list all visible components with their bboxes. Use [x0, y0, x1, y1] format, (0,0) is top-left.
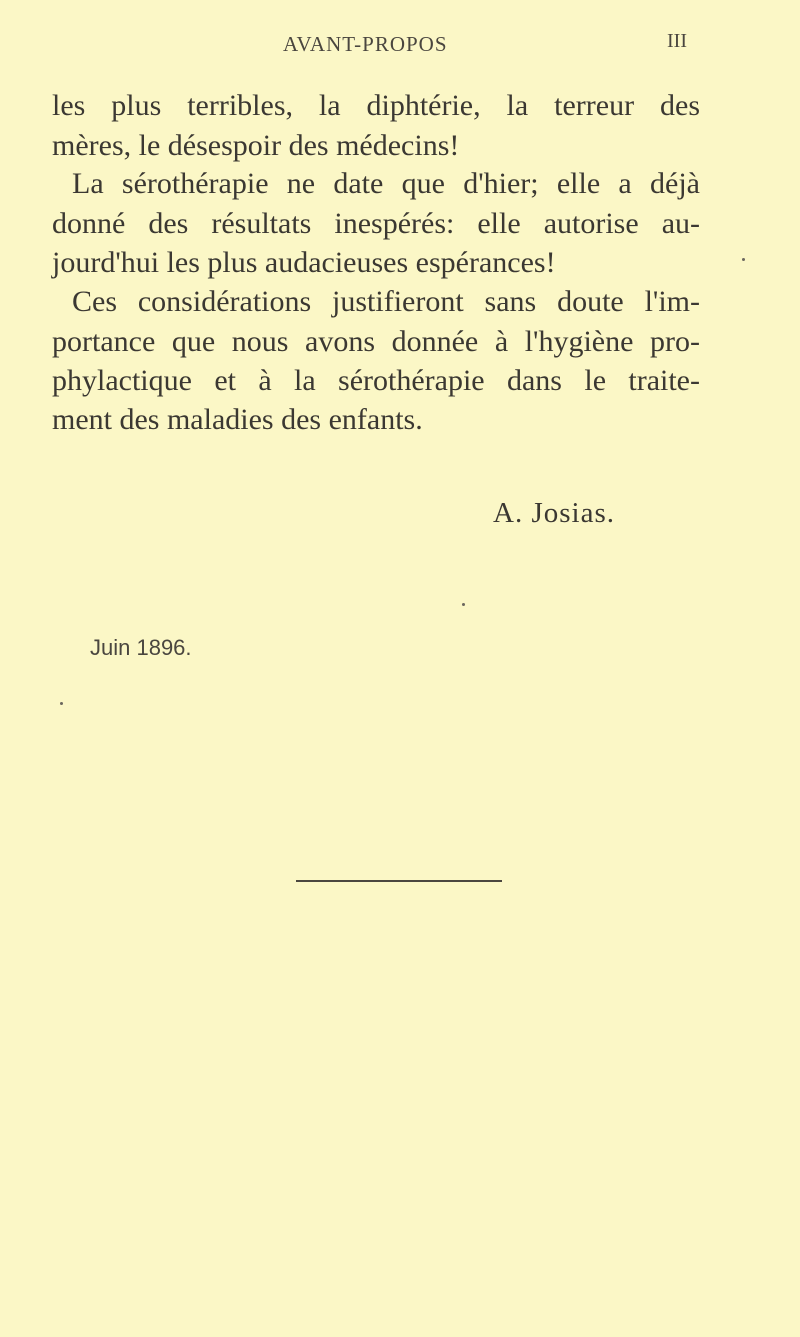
body-line: les plus terribles, la diphtérie, la terreur des [52, 89, 700, 122]
body-line: phylactique et à la sérothérapie dans le traite- [52, 364, 700, 397]
end-rule [296, 880, 502, 882]
page-number: III [667, 30, 687, 52]
print-speck [462, 603, 465, 606]
body-line: donné des résultats inespérés: elle autorise au- [52, 207, 700, 240]
body-line: portance que nous avons donnée à l'hygiène pro- [52, 325, 700, 358]
body-line: ment des maladies des enfants. [52, 403, 423, 436]
body-line: Ces considérations justifieront sans doute l'im- [72, 285, 700, 318]
print-speck [60, 702, 63, 705]
body-line: mères, le désespoir des médecins! [52, 129, 460, 162]
print-speck [742, 258, 745, 261]
date-line: Juin 1896. [90, 635, 192, 660]
body-line: La sérothérapie ne date que d'hier; elle a déjà [72, 167, 700, 200]
author-signature: A. Josias. [493, 497, 615, 529]
running-head: AVANT-PROPOS [283, 32, 448, 56]
body-line: jourd'hui les plus audacieuses espérances! [52, 246, 556, 279]
